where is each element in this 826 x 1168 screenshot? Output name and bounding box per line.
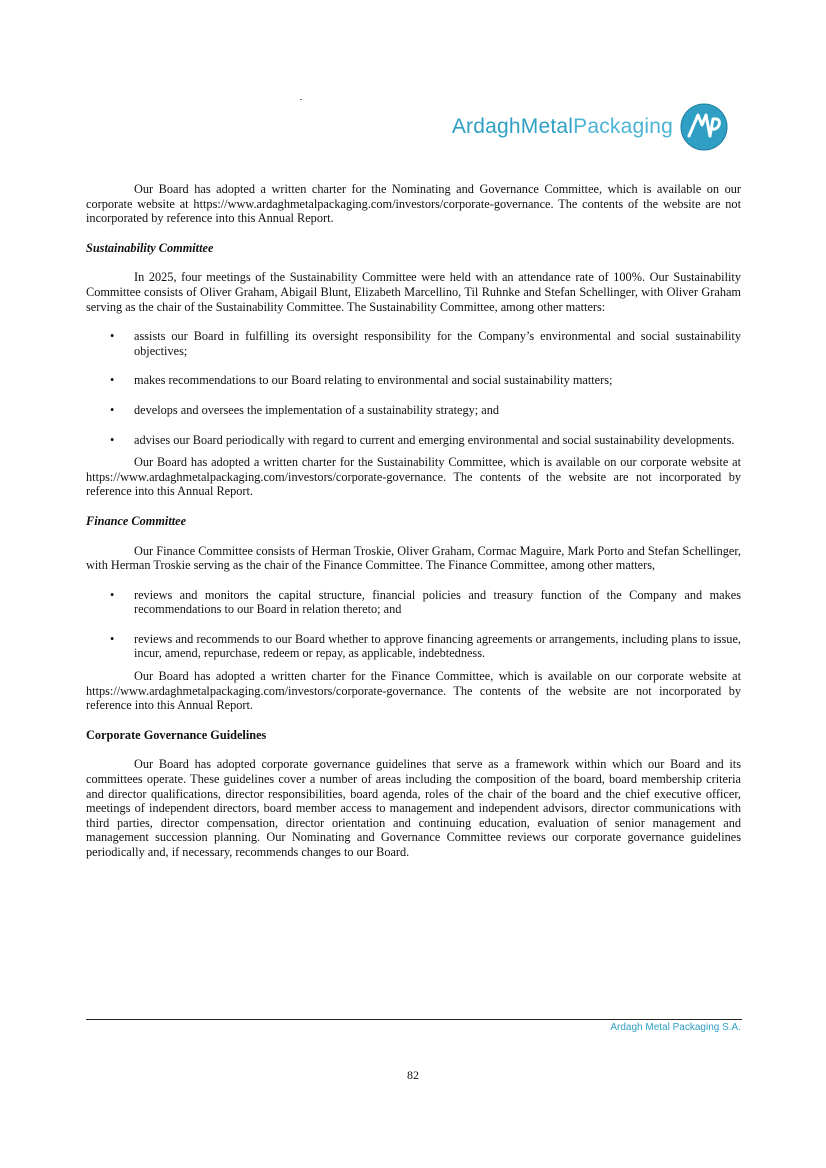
paragraph-governance-guidelines: Our Board has adopted corporate governance guidelines that serve as a framework within which our Board and its committees operate. These guidelines cover a number of areas including the composition of the board, board membership criteria and director qualifications, director responsibilities, board agenda, roles of the chair of the board and the chief executive officer, meetings of independent directors, board member access to management and independent advisors, director communications with third parties, director compensation, director orientation and continuing education, evaluation of senior management and management succession planning. Our Nominating and Governance Committee reviews our corporate governance guidelines periodically and, if necessary, recommends changes to our Board. bbox=[86, 757, 741, 859]
list-item: • advises our Board periodically with regard to current and emerging environmental and social sustainability developments. bbox=[86, 433, 741, 448]
list-item: • assists our Board in fulfilling its oversight responsibility for the Company’s environmental and social sustainability objectives; bbox=[86, 329, 741, 358]
logo-wordmark-part2: Packaging bbox=[573, 115, 673, 138]
scan-dot bbox=[300, 99, 302, 100]
paragraph-finance-members: Our Finance Committee consists of Herman Troskie, Oliver Graham, Cormac Maguire, Mark Porto and Stefan Schellinger, with Herman Troskie serving as the chair of the Finance Committee. The Finance Committee, among other matters, bbox=[86, 543, 741, 573]
heading-corporate-governance-guidelines: Corporate Governance Guidelines bbox=[86, 727, 267, 742]
finance-duties-list bbox=[86, 588, 741, 661]
paragraph-nominating-charter: Our Board has adopted a written charter for the Nominating and Governance Committee, which is available on our corporate website at https://www.ardaghmetalpackaging.com/investors/corporate-governance. The contents of the website are not incorporated by reference into this Annual Report. bbox=[86, 182, 741, 226]
list-item: • makes recommendations to our Board relating to environmental and social sustainability matters; bbox=[86, 373, 741, 388]
heading-sustainability-committee: Sustainability Committee bbox=[86, 240, 214, 255]
document-body bbox=[86, 182, 741, 875]
footer-company-name: Ardagh Metal Packaging S.A. bbox=[610, 1022, 741, 1033]
logo-wordmark bbox=[452, 115, 673, 139]
logo-wordmark-part1: ArdaghMetal bbox=[451, 115, 574, 138]
page-number: 82 bbox=[407, 1068, 419, 1082]
list-item: • reviews and recommends to our Board whether to approve financing agreements or arrangements, including plans to issue, incur, amend, repurchase, redeem or repay, as applicable, indebtedness. bbox=[86, 632, 741, 661]
footer-divider bbox=[86, 1019, 742, 1020]
heading-finance-committee: Finance Committee bbox=[86, 513, 187, 528]
paragraph-sustainability-charter: Our Board has adopted a written charter for the Sustainability Committee, which is available on our corporate website at https://www.ardaghmetalpackaging.com/investors/corporate-governance. The contents of the website are not incorporated by reference into this Annual Report. bbox=[86, 455, 741, 499]
company-logo bbox=[452, 103, 728, 151]
paragraph-sustainability-members: In 2025, four meetings of the Sustainability Committee were held with an attendance rate of 100%. Our Sustainability Committee consists of Oliver Graham, Abigail Blunt, Elizabeth Marcellino, Til Ruhnke and Stefan Schellinger, with Oliver Graham serving as the chair of the Sustainability Committee. The Sustainability Committee, among other matters: bbox=[86, 270, 741, 314]
paragraph-finance-charter: Our Board has adopted a written charter for the Finance Committee, which is available on our corporate website at https://www.ardaghmetalpackaging.com/investors/corporate-governance. The contents of the website are not incorporated by reference into this Annual Report. bbox=[86, 669, 741, 713]
amp-logo-icon bbox=[680, 103, 728, 151]
list-item: • reviews and monitors the capital structure, financial policies and treasury function of the Company and makes recommendations to our Board in relation thereto; and bbox=[86, 588, 741, 617]
list-item: • develops and oversees the implementation of a sustainability strategy; and bbox=[86, 403, 741, 418]
sustainability-duties-list bbox=[86, 329, 741, 447]
